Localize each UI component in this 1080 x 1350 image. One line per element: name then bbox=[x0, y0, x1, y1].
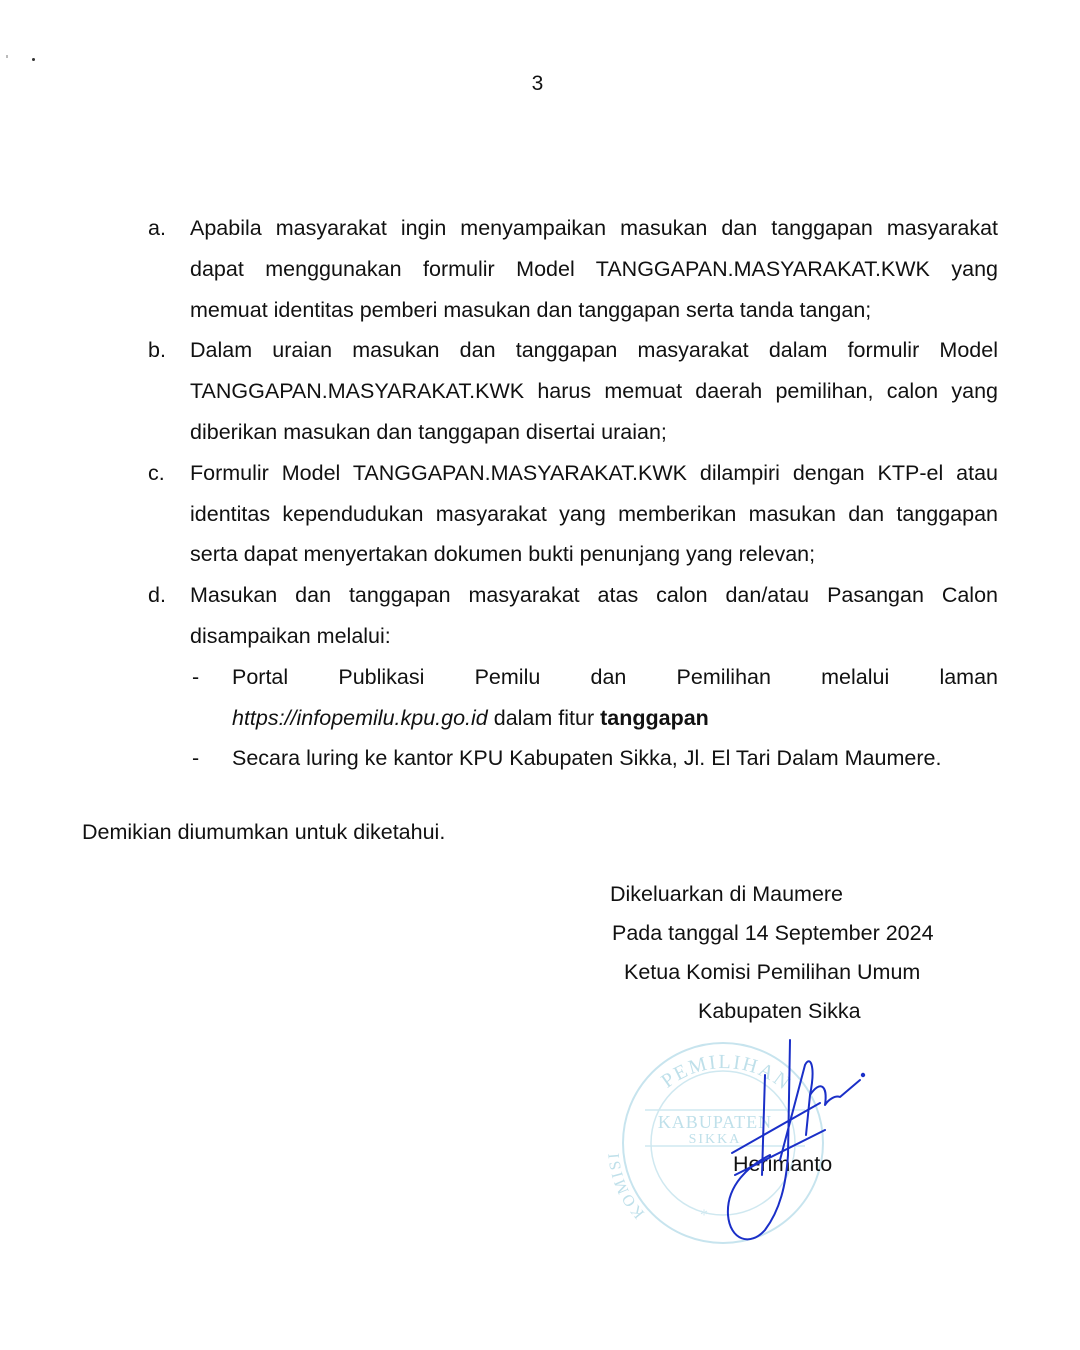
stamp-star: * bbox=[700, 1207, 708, 1224]
signer-name: Herimanto bbox=[733, 1152, 833, 1176]
dash-marker: - bbox=[192, 746, 200, 771]
list-item bbox=[148, 575, 998, 657]
list-item bbox=[148, 453, 998, 575]
list-marker: a. bbox=[148, 216, 166, 240]
list-item-text: Masukan dan tanggapan masyarakat atas calon dan/atau Pasangan Calon disampaikan melalui: bbox=[190, 583, 998, 648]
issued-place: Dikeluarkan di Maumere bbox=[610, 882, 844, 906]
stamp-center-text: SIKKA bbox=[688, 1132, 742, 1147]
issued-date: Pada tanggal 14 September 2024 bbox=[612, 921, 934, 945]
list-item-text: Dalam uraian masukan dan tanggapan masyarakat dalam formulir Model TANGGAPAN.MASYARAKAT.KWK harus memuat daerah pemilihan, calon yang diberikan masukan dan tanggapan disertai uraian; bbox=[190, 338, 998, 444]
handwritten-signature-icon bbox=[710, 1035, 880, 1250]
sub-item-portal bbox=[148, 657, 998, 739]
closing-statement: Demikian diumumkan untuk diketahui. bbox=[82, 820, 446, 844]
signer-title: Ketua Komisi Pemilihan Umum bbox=[624, 960, 921, 984]
stamp-left-text: KOMISI bbox=[605, 1150, 648, 1222]
dash-marker: - bbox=[192, 664, 200, 689]
list-item bbox=[148, 208, 998, 330]
feature-name: tanggapan bbox=[600, 705, 709, 730]
announcement-list bbox=[148, 208, 998, 779]
list-marker: d. bbox=[148, 583, 166, 608]
svg-text:KOMISI bbox=[606, 1151, 648, 1222]
portal-url-link[interactable]: https://infopemilu.kpu.go.id bbox=[232, 705, 488, 730]
signature-block bbox=[600, 875, 970, 1031]
page-number: 3 bbox=[531, 72, 544, 95]
sub-item-text: dalam fitur bbox=[487, 705, 601, 730]
sub-item-text: Portal Publikasi Pemilu dan Pemilihan melalui laman bbox=[232, 664, 998, 689]
stamp-center-text: KABUPATEN bbox=[657, 1112, 773, 1132]
list-marker: b. bbox=[148, 338, 166, 363]
scan-artifact bbox=[32, 58, 35, 61]
sub-item-offline bbox=[148, 738, 998, 779]
list-item bbox=[148, 330, 998, 452]
list-marker: c. bbox=[148, 460, 165, 485]
signer-office: Kabupaten Sikka bbox=[698, 999, 861, 1023]
scan-artifact bbox=[6, 55, 8, 58]
stamp-top-text: PEMILIHAN bbox=[657, 1051, 796, 1096]
list-item-text: Apabila masyarakat ingin menyampaikan masukan dan tanggapan masyarakat dapat menggunakan formulir Model TANGGAPAN.MASYARAKAT.KWK yang memuat identitas pemberi masukan dan tanggapan serta tanda tangan; bbox=[190, 216, 998, 322]
list-item-text: Formulir Model TANGGAPAN.MASYARAKAT.KWK dilampiri dengan KTP-el atau identitas kependudukan masyarakat yang memberikan masukan dan tanggapan serta dapat menyertakan dokumen bukti penunjang yang relevan; bbox=[190, 460, 998, 567]
sub-item-text: Secara luring ke kantor KPU Kabupaten Sikka, Jl. El Tari Dalam Maumere. bbox=[232, 746, 942, 771]
